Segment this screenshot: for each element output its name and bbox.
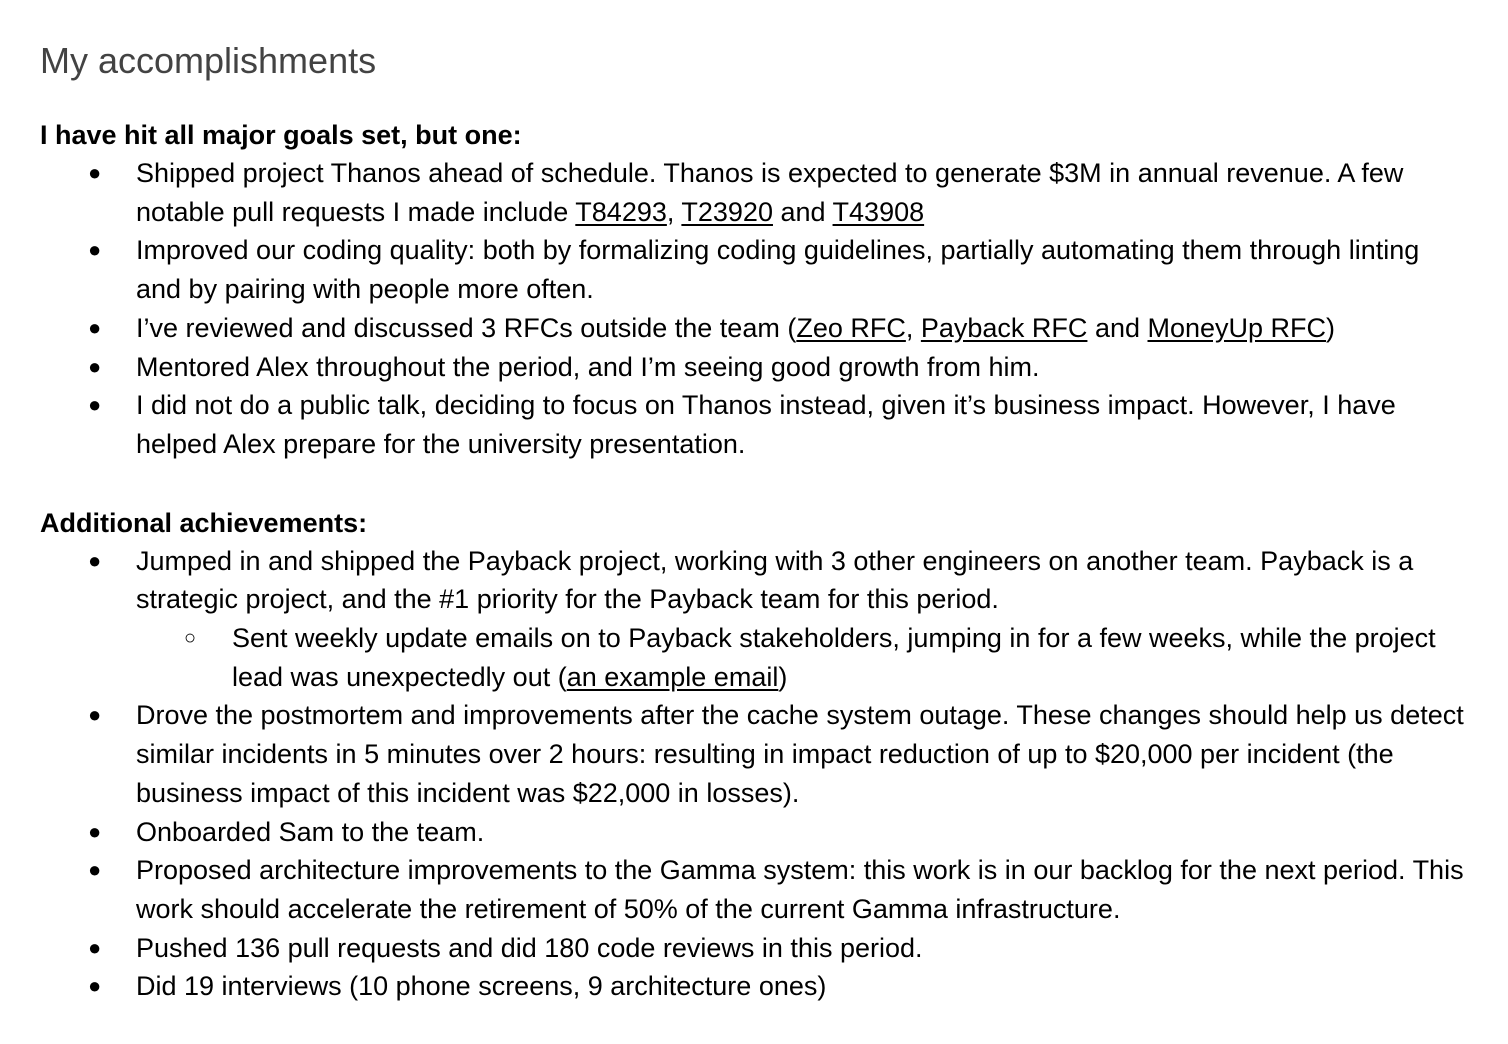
bullet-icon: ● xyxy=(88,392,102,418)
separator: and xyxy=(1087,312,1148,343)
list-item xyxy=(40,851,1468,928)
goals-list xyxy=(40,154,1468,464)
bullet-icon: ● xyxy=(88,547,102,573)
pull-request-link-t84293[interactable]: T84293 xyxy=(575,196,667,227)
item-text: Pushed 136 pull requests and did 180 code reviews in this period. xyxy=(136,932,923,963)
item-text: Improved our coding quality: both by formalizing coding guidelines, partially automating them through linting and by pairing with people more often. xyxy=(136,235,1420,305)
item-text: Onboarded Sam to the team. xyxy=(136,816,485,847)
item-text: Shipped project Thanos ahead of schedule. Thanos is expected to generate $3M in annual revenue. A few notable pull requests I made include xyxy=(136,158,1404,227)
payback-rfc-link[interactable]: Payback RFC xyxy=(920,312,1088,343)
bullet-icon: ● xyxy=(88,934,102,960)
list-item xyxy=(40,696,1468,812)
item-text: Sent weekly update emails on to Payback stakeholders, jumping in for a few weeks, while the project lead was unexpectedly out ( xyxy=(232,623,1436,692)
list-item xyxy=(40,309,1468,348)
item-text: I’ve reviewed and discussed 3 RFCs outside the team ( xyxy=(136,312,797,343)
bullet-icon: ● xyxy=(88,160,102,185)
item-text: Mentored Alex throughout the period, and I’m seeing good growth from him. xyxy=(136,351,1040,382)
item-text: Proposed architecture improvements to the Gamma system: this work is in our backlog for the next period. This work should accelerate the retirement of 50% of the current Gamma infrastructure. xyxy=(136,855,1464,924)
closing-paren: ) xyxy=(1326,312,1336,343)
sub-list xyxy=(136,619,1468,696)
spacer xyxy=(40,464,1468,504)
example-email-link[interactable]: an example email xyxy=(566,661,779,692)
zeo-rfc-link[interactable]: Zeo RFC xyxy=(796,312,906,343)
bullet-icon: ● xyxy=(88,818,102,844)
item-text: Jumped in and shipped the Payback project, working with 3 other engineers on another team. Payback is a strategic project, and the #1 priority for the Payback team for this period. xyxy=(136,545,1414,615)
list-item xyxy=(40,542,1468,697)
list-item xyxy=(40,231,1468,308)
bullet-icon: ● xyxy=(88,314,102,340)
bullet-icon: ● xyxy=(88,237,102,263)
list-item xyxy=(40,348,1468,387)
sub-list-item xyxy=(136,619,1468,696)
bullet-icon: ● xyxy=(88,857,102,883)
list-item xyxy=(40,813,1468,852)
list-item xyxy=(40,967,1468,1006)
moneyup-rfc-link[interactable]: MoneyUp RFC xyxy=(1147,312,1327,343)
list-item xyxy=(40,929,1468,968)
separator: , xyxy=(905,312,921,343)
pull-request-link-t23920[interactable]: T23920 xyxy=(681,196,773,227)
bullet-icon: ● xyxy=(88,353,102,379)
bullet-icon: ● xyxy=(88,973,102,999)
section-heading-additional: Additional achievements: xyxy=(40,507,368,538)
item-text: Drove the postmortem and improvements after the cache system outage. These changes should help us detect similar incidents in 5 minutes over 2 hours: resulting in impact reduction of up to $20,000 per incident (the business impact of this incident was $22,000 in losses). xyxy=(136,700,1464,808)
bullet-icon: ● xyxy=(88,702,102,728)
separator: , xyxy=(666,196,682,227)
item-text: I did not do a public talk, deciding to focus on Thanos instead, given it’s business impact. However, I have helped Alex prepare for the university presentation. xyxy=(136,390,1396,459)
list-item xyxy=(40,386,1468,463)
page-title: My accomplishments xyxy=(40,40,377,81)
separator: and xyxy=(772,196,833,227)
closing-paren: ) xyxy=(778,661,788,692)
hollow-bullet-icon: ○ xyxy=(184,627,197,650)
achievements-list xyxy=(40,542,1468,1006)
list-item xyxy=(40,154,1468,231)
section-heading-goals: I have hit all major goals set, but one: xyxy=(40,120,522,150)
item-text: Did 19 interviews (10 phone screens, 9 architecture ones) xyxy=(136,971,827,1002)
pull-request-link-t43908[interactable]: T43908 xyxy=(832,196,925,227)
